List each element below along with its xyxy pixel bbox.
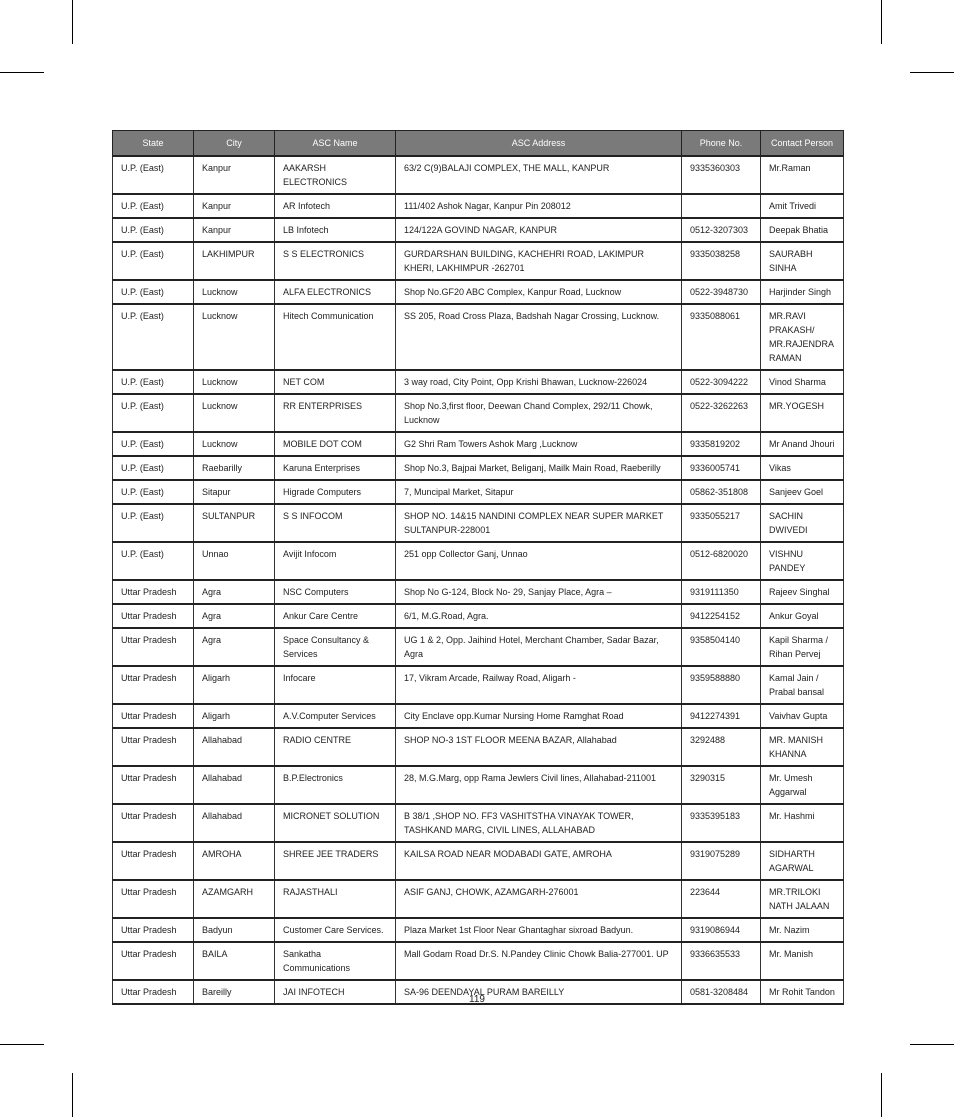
asc-address-cell: 3 way road, City Point, Opp Krishi Bhawan, Lucknow-226024 <box>396 370 682 394</box>
contact-person-cell: Vinod Sharma <box>761 370 844 394</box>
phone-cell: 9335038258 <box>682 242 761 280</box>
state-cell: U.P. (East) <box>113 242 194 280</box>
state-cell: U.P. (East) <box>113 504 194 542</box>
contact-person-cell: Vikas <box>761 456 844 480</box>
header-state: State <box>113 131 194 157</box>
contact-person-cell: Kamal Jain / Prabal bansal <box>761 666 844 704</box>
state-cell: Uttar Pradesh <box>113 704 194 728</box>
asc-name-cell: Higrade Computers <box>275 480 396 504</box>
state-cell: Uttar Pradesh <box>113 942 194 980</box>
phone-cell: 9336635533 <box>682 942 761 980</box>
state-cell: U.P. (East) <box>113 156 194 194</box>
contact-person-cell: Deepak Bhatia <box>761 218 844 242</box>
state-cell: Uttar Pradesh <box>113 880 194 918</box>
table-row <box>113 880 844 918</box>
contact-person-cell: SACHIN DWIVEDI <box>761 504 844 542</box>
city-cell: SULTANPUR <box>194 504 275 542</box>
table-row <box>113 280 844 304</box>
table-row <box>113 766 844 804</box>
city-cell: Agra <box>194 628 275 666</box>
asc-name-cell: S S ELECTRONICS <box>275 242 396 280</box>
city-cell: Lucknow <box>194 432 275 456</box>
table-row <box>113 942 844 980</box>
asc-address-cell: UG 1 & 2, Opp. Jaihind Hotel, Merchant Chamber, Sadar Bazar, Agra <box>396 628 682 666</box>
state-cell: U.P. (East) <box>113 370 194 394</box>
phone-cell: 0512-3207303 <box>682 218 761 242</box>
state-cell: Uttar Pradesh <box>113 728 194 766</box>
asc-address-cell: SS 205, Road Cross Plaza, Badshah Nagar Crossing, Lucknow. <box>396 304 682 370</box>
city-cell: Badyun <box>194 918 275 942</box>
asc-address-cell: Shop No.3, Bajpai Market, Beliganj, Mailk Main Road, Raeberilly <box>396 456 682 480</box>
table-row <box>113 666 844 704</box>
asc-name-cell: MOBILE DOT COM <box>275 432 396 456</box>
state-cell: Uttar Pradesh <box>113 980 194 1004</box>
phone-cell: 0522-3262263 <box>682 394 761 432</box>
table-row <box>113 194 844 218</box>
asc-address-cell: SHOP NO. 14&15 NANDINI COMPLEX NEAR SUPER MARKET SULTANPUR-228001 <box>396 504 682 542</box>
asc-name-cell: MICRONET SOLUTION <box>275 804 396 842</box>
table-row <box>113 580 844 604</box>
contact-person-cell: Rajeev Singhal <box>761 580 844 604</box>
asc-address-cell: 17, Vikram Arcade, Railway Road, Aligarh - <box>396 666 682 704</box>
phone-cell: 0522-3094222 <box>682 370 761 394</box>
table-row <box>113 456 844 480</box>
asc-address-cell: Shop No.3,first floor, Deewan Chand Complex, 292/11 Chowk, Lucknow <box>396 394 682 432</box>
phone-cell: 9335395183 <box>682 804 761 842</box>
asc-address-cell: 111/402 Ashok Nagar, Kanpur Pin 208012 <box>396 194 682 218</box>
phone-cell: 9359588880 <box>682 666 761 704</box>
table-row <box>113 728 844 766</box>
crop-mark <box>0 1044 44 1045</box>
state-cell: U.P. (East) <box>113 394 194 432</box>
asc-address-cell: 251 opp Collector Ganj, Unnao <box>396 542 682 580</box>
contact-person-cell: SAURABH SINHA <box>761 242 844 280</box>
phone-cell: 3290315 <box>682 766 761 804</box>
city-cell: Agra <box>194 580 275 604</box>
crop-mark <box>0 72 44 73</box>
city-cell: Lucknow <box>194 280 275 304</box>
state-cell: Uttar Pradesh <box>113 804 194 842</box>
state-cell: U.P. (East) <box>113 280 194 304</box>
contact-person-cell: Amit Trivedi <box>761 194 844 218</box>
city-cell: Lucknow <box>194 394 275 432</box>
asc-name-cell: RADIO CENTRE <box>275 728 396 766</box>
table-row <box>113 704 844 728</box>
asc-name-cell: Infocare <box>275 666 396 704</box>
state-cell: Uttar Pradesh <box>113 918 194 942</box>
asc-name-cell: RAJASTHALI <box>275 880 396 918</box>
state-cell: U.P. (East) <box>113 542 194 580</box>
city-cell: LAKHIMPUR <box>194 242 275 280</box>
contact-person-cell: Mr.Raman <box>761 156 844 194</box>
asc-name-cell: Hitech Communication <box>275 304 396 370</box>
contact-person-cell: Harjinder Singh <box>761 280 844 304</box>
asc-address-cell: GURDARSHAN BUILDING, KACHEHRI ROAD, LAKIMPUR KHERI, LAKHIMPUR -262701 <box>396 242 682 280</box>
header-city: City <box>194 131 275 157</box>
contact-person-cell: Mr Anand Jhouri <box>761 432 844 456</box>
phone-cell: 9319086944 <box>682 918 761 942</box>
table-body <box>113 156 844 1004</box>
state-cell: U.P. (East) <box>113 480 194 504</box>
contact-person-cell: MR. MANISH KHANNA <box>761 728 844 766</box>
asc-name-cell: S S INFOCOM <box>275 504 396 542</box>
header-phone: Phone No. <box>682 131 761 157</box>
table-row <box>113 304 844 370</box>
table-row <box>113 604 844 628</box>
phone-cell: 9319075289 <box>682 842 761 880</box>
header-asc-address: ASC Address <box>396 131 682 157</box>
state-cell: Uttar Pradesh <box>113 628 194 666</box>
contact-person-cell: MR.YOGESH <box>761 394 844 432</box>
city-cell: Lucknow <box>194 304 275 370</box>
contact-person-cell: Mr. Nazim <box>761 918 844 942</box>
asc-name-cell: AR Infotech <box>275 194 396 218</box>
asc-name-cell: Customer Care Services. <box>275 918 396 942</box>
phone-cell: 9335360303 <box>682 156 761 194</box>
asc-name-cell: Karuna Enterprises <box>275 456 396 480</box>
asc-name-cell: A.V.Computer Services <box>275 704 396 728</box>
city-cell: Allahabad <box>194 766 275 804</box>
phone-cell: 9358504140 <box>682 628 761 666</box>
crop-mark <box>72 0 73 44</box>
city-cell: Kanpur <box>194 156 275 194</box>
contact-person-cell: MR.TRILOKI NATH JALAAN <box>761 880 844 918</box>
contact-person-cell: Mr. Hashmi <box>761 804 844 842</box>
asc-address-cell: SA-96 DEENDAYAL PURAM BAREILLY <box>396 980 682 1004</box>
table-row <box>113 218 844 242</box>
crop-mark <box>72 1073 73 1117</box>
city-cell: Agra <box>194 604 275 628</box>
phone-cell: 9336005741 <box>682 456 761 480</box>
state-cell: U.P. (East) <box>113 432 194 456</box>
table-row <box>113 394 844 432</box>
asc-name-cell: Space Consultancy & Services <box>275 628 396 666</box>
crop-mark <box>910 1044 954 1045</box>
city-cell: Lucknow <box>194 370 275 394</box>
state-cell: Uttar Pradesh <box>113 580 194 604</box>
asc-address-cell: B 38/1 ,SHOP NO. FF3 VASHITSTHA VINAYAK TOWER, TASHKAND MARG, CIVIL LINES, ALLAHABAD <box>396 804 682 842</box>
service-center-table <box>112 130 844 1005</box>
state-cell: U.P. (East) <box>113 456 194 480</box>
table-row <box>113 480 844 504</box>
crop-mark <box>910 72 954 73</box>
phone-cell: 9412254152 <box>682 604 761 628</box>
asc-address-cell: 6/1, M.G.Road, Agra. <box>396 604 682 628</box>
phone-cell: 05862-351808 <box>682 480 761 504</box>
phone-cell: 0581-3208484 <box>682 980 761 1004</box>
asc-name-cell: AAKARSH ELECTRONICS <box>275 156 396 194</box>
table-row <box>113 242 844 280</box>
contact-person-cell: Vaivhav Gupta <box>761 704 844 728</box>
asc-address-cell: SHOP NO-3 1ST FLOOR MEENA BAZAR, Allahabad <box>396 728 682 766</box>
state-cell: Uttar Pradesh <box>113 842 194 880</box>
city-cell: Kanpur <box>194 218 275 242</box>
phone-cell: 3292488 <box>682 728 761 766</box>
asc-address-cell: Shop No G-124, Block No- 29, Sanjay Place, Agra – <box>396 580 682 604</box>
city-cell: Aligarh <box>194 666 275 704</box>
asc-address-cell: KAILSA ROAD NEAR MODABADI GATE, AMROHA <box>396 842 682 880</box>
table-header-row <box>113 131 844 157</box>
state-cell: U.P. (East) <box>113 304 194 370</box>
table-row <box>113 842 844 880</box>
phone-cell: 9412274391 <box>682 704 761 728</box>
asc-name-cell: Avijit Infocom <box>275 542 396 580</box>
phone-cell: 0522-3948730 <box>682 280 761 304</box>
city-cell: AMROHA <box>194 842 275 880</box>
asc-name-cell: B.P.Electronics <box>275 766 396 804</box>
contact-person-cell: Mr. Manish <box>761 942 844 980</box>
contact-person-cell: Mr. Umesh Aggarwal <box>761 766 844 804</box>
asc-address-cell: 28, M.G.Marg, opp Rama Jewlers Civil lines, Allahabad-211001 <box>396 766 682 804</box>
city-cell: AZAMGARH <box>194 880 275 918</box>
crop-mark <box>881 0 882 44</box>
asc-name-cell: NET COM <box>275 370 396 394</box>
table-row <box>113 804 844 842</box>
phone-cell: 9319111350 <box>682 580 761 604</box>
header-contact-person: Contact Person <box>761 131 844 157</box>
phone-cell: 9335055217 <box>682 504 761 542</box>
phone-cell: 9335088061 <box>682 304 761 370</box>
crop-mark <box>881 1073 882 1117</box>
asc-name-cell: Sankatha Communications <box>275 942 396 980</box>
city-cell: Raebarilly <box>194 456 275 480</box>
table-row <box>113 370 844 394</box>
city-cell: BAILA <box>194 942 275 980</box>
city-cell: Aligarh <box>194 704 275 728</box>
contact-person-cell: Ankur Goyal <box>761 604 844 628</box>
table-row <box>113 542 844 580</box>
table-row <box>113 918 844 942</box>
state-cell: Uttar Pradesh <box>113 666 194 704</box>
contact-person-cell: VISHNU PANDEY <box>761 542 844 580</box>
city-cell: Allahabad <box>194 728 275 766</box>
asc-name-cell: NSC Computers <box>275 580 396 604</box>
header-asc-name: ASC Name <box>275 131 396 157</box>
asc-name-cell: JAI INFOTECH <box>275 980 396 1004</box>
state-cell: U.P. (East) <box>113 218 194 242</box>
contact-person-cell: Mr Rohit Tandon <box>761 980 844 1004</box>
asc-name-cell: ALFA ELECTRONICS <box>275 280 396 304</box>
city-cell: Bareilly <box>194 980 275 1004</box>
asc-address-cell: 7, Muncipal Market, Sitapur <box>396 480 682 504</box>
phone-cell: 0512-6820020 <box>682 542 761 580</box>
phone-cell <box>682 194 761 218</box>
page-number: 119 <box>469 994 485 1005</box>
asc-address-cell: City Enclave opp.Kumar Nursing Home Ramghat Road <box>396 704 682 728</box>
state-cell: Uttar Pradesh <box>113 604 194 628</box>
city-cell: Kanpur <box>194 194 275 218</box>
table-row <box>113 628 844 666</box>
asc-address-cell: Mall Godam Road Dr.S. N.Pandey Clinic Chowk Balia-277001. UP <box>396 942 682 980</box>
asc-address-cell: 124/122A GOVIND NAGAR, KANPUR <box>396 218 682 242</box>
phone-cell: 223644 <box>682 880 761 918</box>
asc-name-cell: RR ENTERPRISES <box>275 394 396 432</box>
contact-person-cell: SIDHARTH AGARWAL <box>761 842 844 880</box>
table-row <box>113 156 844 194</box>
state-cell: U.P. (East) <box>113 194 194 218</box>
phone-cell: 9335819202 <box>682 432 761 456</box>
asc-address-cell: Shop No.GF20 ABC Complex, Kanpur Road, Lucknow <box>396 280 682 304</box>
state-cell: Uttar Pradesh <box>113 766 194 804</box>
asc-address-cell: G2 Shri Ram Towers Ashok Marg ,Lucknow <box>396 432 682 456</box>
asc-address-cell: 63/2 C(9)BALAJI COMPLEX, THE MALL, KANPUR <box>396 156 682 194</box>
asc-address-cell: Plaza Market 1st Floor Near Ghantaghar sixroad Badyun. <box>396 918 682 942</box>
city-cell: Allahabad <box>194 804 275 842</box>
table-row <box>113 504 844 542</box>
city-cell: Sitapur <box>194 480 275 504</box>
contact-person-cell: Kapil Sharma / Rihan Pervej <box>761 628 844 666</box>
asc-name-cell: Ankur Care Centre <box>275 604 396 628</box>
city-cell: Unnao <box>194 542 275 580</box>
contact-person-cell: Sanjeev Goel <box>761 480 844 504</box>
asc-name-cell: SHREE JEE TRADERS <box>275 842 396 880</box>
contact-person-cell: MR.RAVI PRAKASH/ MR.RAJENDRA RAMAN <box>761 304 844 370</box>
asc-name-cell: LB Infotech <box>275 218 396 242</box>
asc-address-cell: ASIF GANJ, CHOWK, AZAMGARH-276001 <box>396 880 682 918</box>
table-row <box>113 432 844 456</box>
